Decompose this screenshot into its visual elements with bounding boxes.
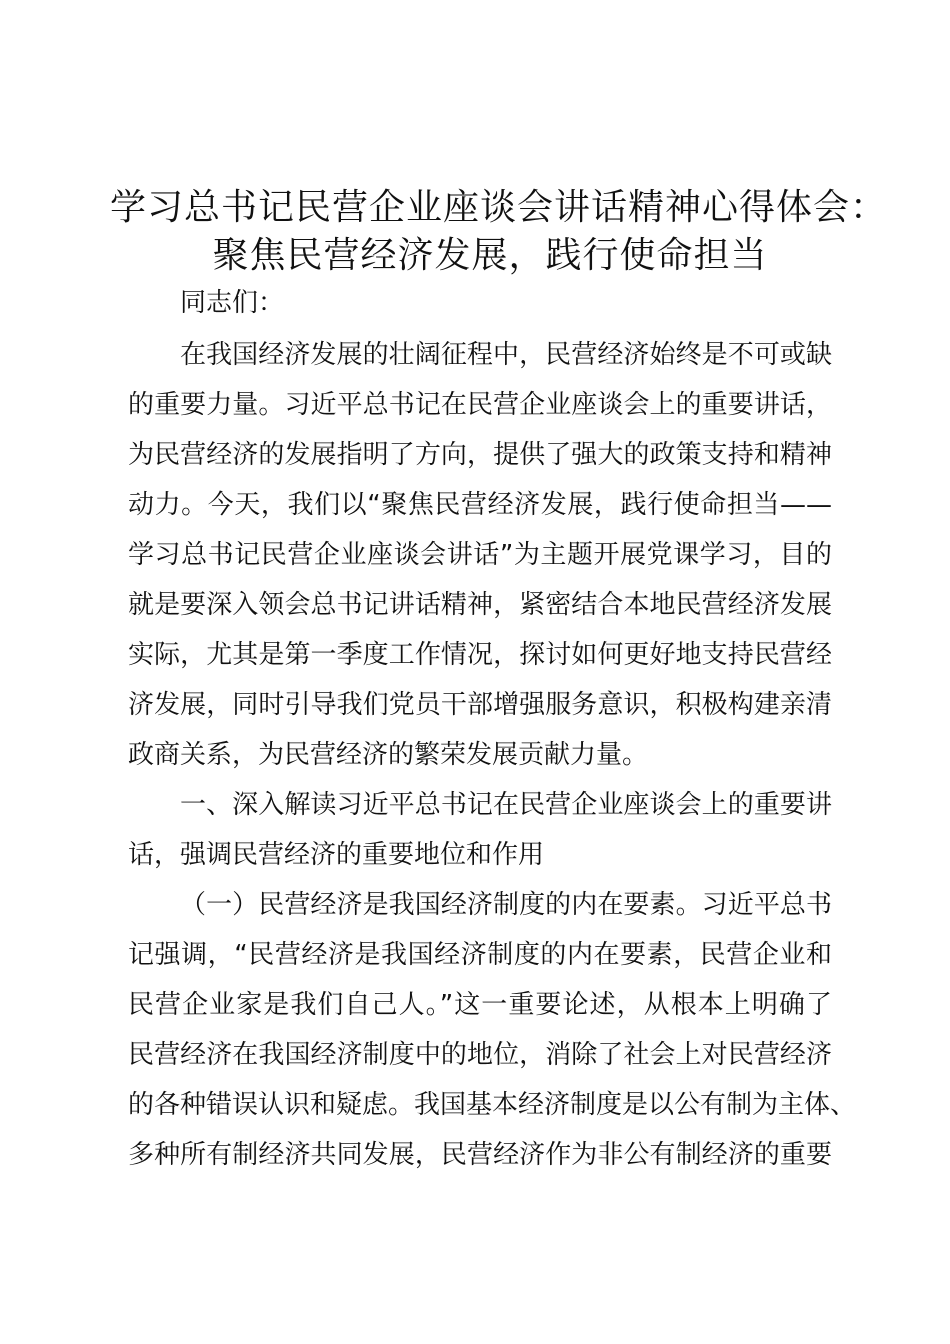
paragraph-line: 为民营经济的发展指明了方向，提供了强大的政策支持和精神 <box>128 440 832 470</box>
paragraph-line: 民营企业家是我们自己人。”这一重要论述，从根本上明确了 <box>128 990 832 1020</box>
paragraph-line: 动力。今天，我们以“聚焦民营经济发展，践行使命担当—— <box>128 490 832 520</box>
paragraph-line: 学习总书记民营企业座谈会讲话”为主题开展党课学习，目的 <box>128 540 832 570</box>
document-title-line-1: 学习总书记民营企业座谈会讲话精神心得体会： <box>110 187 888 228</box>
paragraph-line: 政商关系，为民营经济的繁荣发展贡献力量。 <box>128 740 649 770</box>
paragraph-line: （一）民营经济是我国经济制度的内在要素。习近平总书 <box>180 890 832 920</box>
paragraph-line: 在我国经济发展的壮阔征程中，民营经济始终是不可或缺 <box>180 340 832 370</box>
paragraph-line: 民营经济在我国经济制度中的地位，消除了社会上对民营经济 <box>128 1040 832 1070</box>
paragraph-line: 的重要力量。习近平总书记在民营企业座谈会上的重要讲话， <box>128 390 832 420</box>
section-heading-line: 一、深入解读习近平总书记在民营企业座谈会上的重要讲 <box>180 790 832 820</box>
paragraph-line: 多种所有制经济共同发展，民营经济作为非公有制经济的重要 <box>128 1140 832 1170</box>
paragraph-line: 济发展，同时引导我们党员干部增强服务意识，积极构建亲清 <box>128 690 832 720</box>
paragraph-line: 实际，尤其是第一季度工作情况，探讨如何更好地支持民营经 <box>128 640 832 670</box>
salutation: 同志们： <box>180 288 285 318</box>
paragraph-line: 就是要深入领会总书记讲话精神，紧密结合本地民营经济发展 <box>128 590 832 620</box>
document-title-line-2: 聚焦民营经济发展，践行使命担当 <box>212 235 768 276</box>
paragraph-line: 的各种错误认识和疑虑。我国基本经济制度是以公有制为主体、 <box>128 1090 857 1120</box>
paragraph-line: 记强调，“民营经济是我国经济制度的内在要素，民营企业和 <box>128 940 832 970</box>
section-heading-line: 话，强调民营经济的重要地位和作用 <box>128 840 545 870</box>
